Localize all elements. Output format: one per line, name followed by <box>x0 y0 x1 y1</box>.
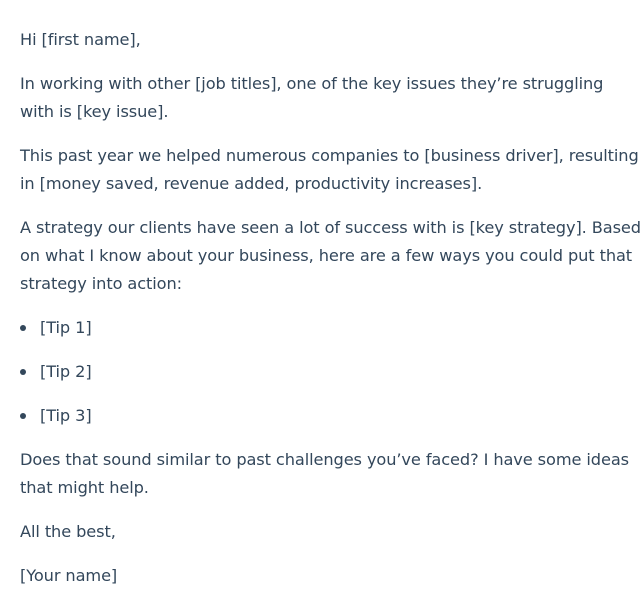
signature-line: [Your name] <box>20 566 118 585</box>
email-template-body <box>20 26 641 606</box>
bullet-icon <box>20 369 26 375</box>
tip-text: [Tip 3] <box>40 406 92 425</box>
greeting: Hi [first name], <box>20 30 141 49</box>
bullet-icon <box>20 413 26 419</box>
question-paragraph: Does that sound similar to past challenges you’ve faced? I have some ideas that might help. <box>20 450 629 497</box>
tip-list-item <box>20 314 641 342</box>
bullet-icon <box>20 325 26 331</box>
tips-list <box>20 314 641 430</box>
results-paragraph: This past year we helped numerous companies to [business driver], resulting in [money saved, revenue added, productivity increases]. <box>20 146 639 193</box>
tip-list-item <box>20 358 641 386</box>
closing-line: All the best, <box>20 522 116 541</box>
strategy-paragraph: A strategy our clients have seen a lot of success with is [key strategy]. Based on what I know about your business, here are a few ways you could put that strategy into action: <box>20 218 641 293</box>
tip-text: [Tip 1] <box>40 318 92 337</box>
tip-text: [Tip 2] <box>40 362 92 381</box>
tip-list-item <box>20 402 641 430</box>
intro-paragraph: In working with other [job titles], one of the key issues they’re struggling with is [key issue]. <box>20 74 604 121</box>
